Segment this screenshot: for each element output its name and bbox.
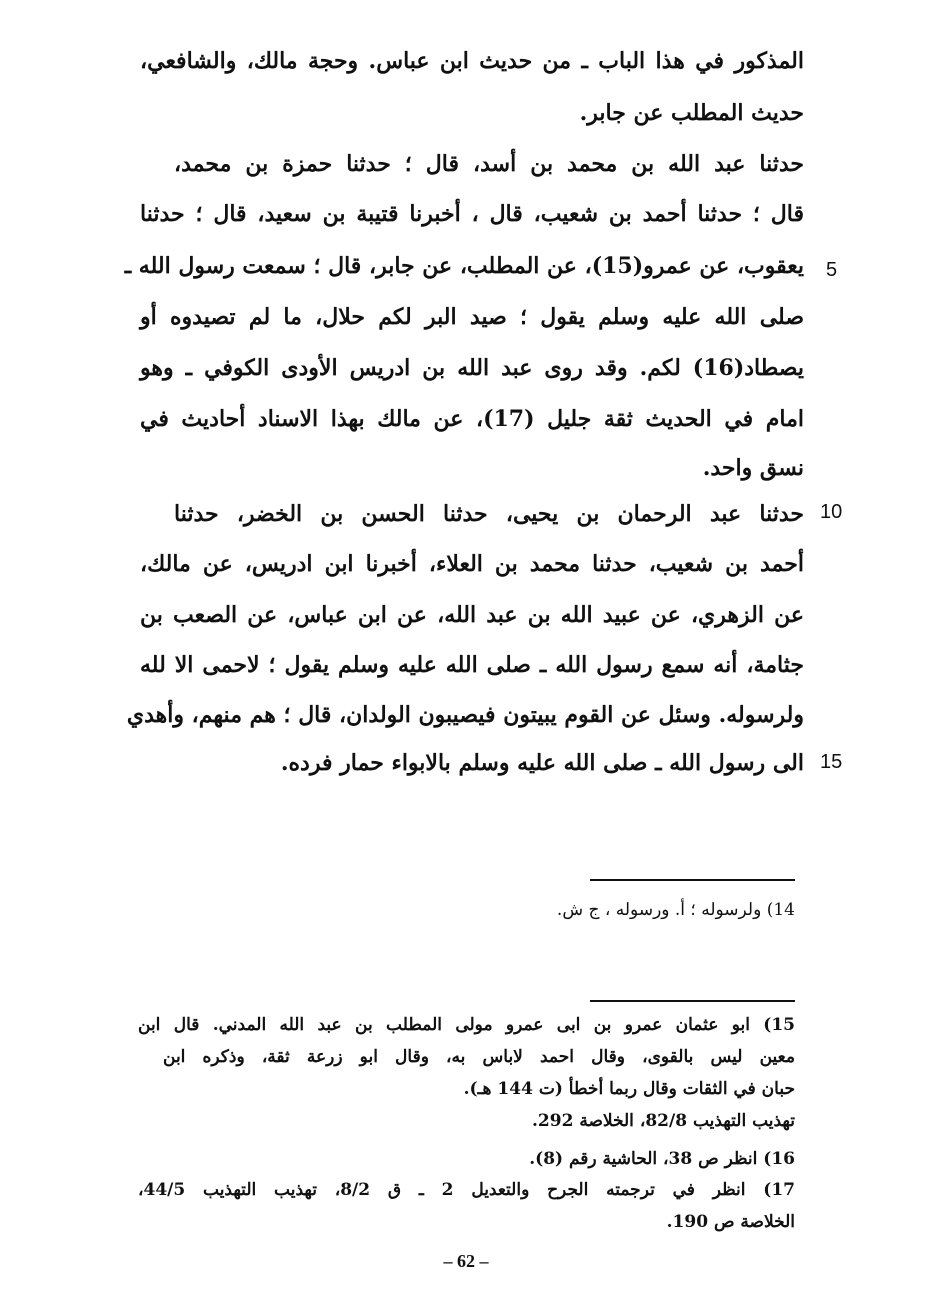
body-line: يعقوب، عن عمرو(15)، عن المطلب، عن جابر، قال ؛ سمعت رسول الله ـ — [124, 253, 804, 279]
body-line: حدثنا عبد الرحمان بن يحيى، حدثنا الحسن بن الخضر، حدثنا — [174, 501, 804, 527]
footnote-divider — [590, 1000, 795, 1002]
body-line: الى رسول الله ـ صلى الله عليه وسلم بالابواء حمار فرده. — [280, 750, 804, 776]
body-line: جثامة، أنه سمع رسول الله ـ صلى الله عليه وسلم يقول ؛ لاحمى الا لله — [140, 652, 804, 678]
body-line: نسق واحد. — [702, 455, 804, 481]
body-line: حدثنا عبد الله بن محمد بن أسد، قال ؛ حدثنا حمزة بن محمد، — [174, 151, 804, 177]
body-line: أحمد بن شعيب، حدثنا محمد بن العلاء، أخبرنا ابن ادريس، عن مالك، — [140, 551, 804, 577]
line-number: 5 — [826, 259, 838, 281]
body-line: قال ؛ حدثنا أحمد بن شعيب، قال ، أخبرنا قتيبة بن سعيد، قال ؛ حدثنا — [140, 201, 804, 227]
body-line: المذكور في هذا الباب ـ من حديث ابن عباس. وحجة مالك، والشافعي، — [140, 48, 804, 74]
footnote-line: الخلاصة ص 190. — [666, 1212, 795, 1232]
line-number: 15 — [820, 751, 843, 773]
body-line: صلى الله عليه وسلم يقول ؛ صيد البر لكم حلال، ما لم تصيدوه أو — [140, 304, 804, 330]
footnote-line: 17) انظر في ترجمته الجرح والتعديل 2 ـ ق 8/2، تهذيب التهذيب 44/5، — [138, 1180, 795, 1200]
footnote-line: 15) ابو عثمان عمرو بن ابى عمرو مولى المطلب بن عبد الله المدني. قال ابن — [138, 1015, 795, 1035]
body-line: ولرسوله. وسئل عن القوم يبيتون فيصيبون الولدان، قال ؛ هم منهم، وأهدي — [126, 702, 804, 728]
footnote-line: 16) انظر ص 38، الحاشية رقم (8). — [529, 1149, 795, 1169]
body-line: عن الزهري، عن عبيد الله بن عبد الله، عن ابن عباس، عن الصعب بن — [140, 602, 804, 628]
body-line: يصطاد(16) لكم. وقد روى عبد الله بن ادريس الأودى الكوفي ـ وهو — [140, 355, 804, 381]
footnote-line: تهذيب التهذيب 82/8، الخلاصة 292. — [532, 1111, 795, 1131]
footnote-line: حبان في الثقات وقال ربما أخطأ (ت 144 هـ). — [463, 1079, 795, 1099]
page-number: – 62 – — [443, 1251, 489, 1271]
body-line: امام في الحديث ثقة جليل (17)، عن مالك بهذا الاسناد أحاديث في — [140, 406, 804, 432]
body-line: حديث المطلب عن جابر. — [579, 100, 804, 126]
footnote-divider — [590, 879, 795, 881]
line-number: 10 — [820, 501, 843, 523]
footnote-line: معين ليس بالقوى، وقال احمد لاباس به، وقال ابو زرعة ثقة، وذكره ابن — [163, 1047, 795, 1067]
footnote-14: 14) ولرسوله ؛ أ. ورسوله ، ج ش. — [556, 900, 795, 920]
